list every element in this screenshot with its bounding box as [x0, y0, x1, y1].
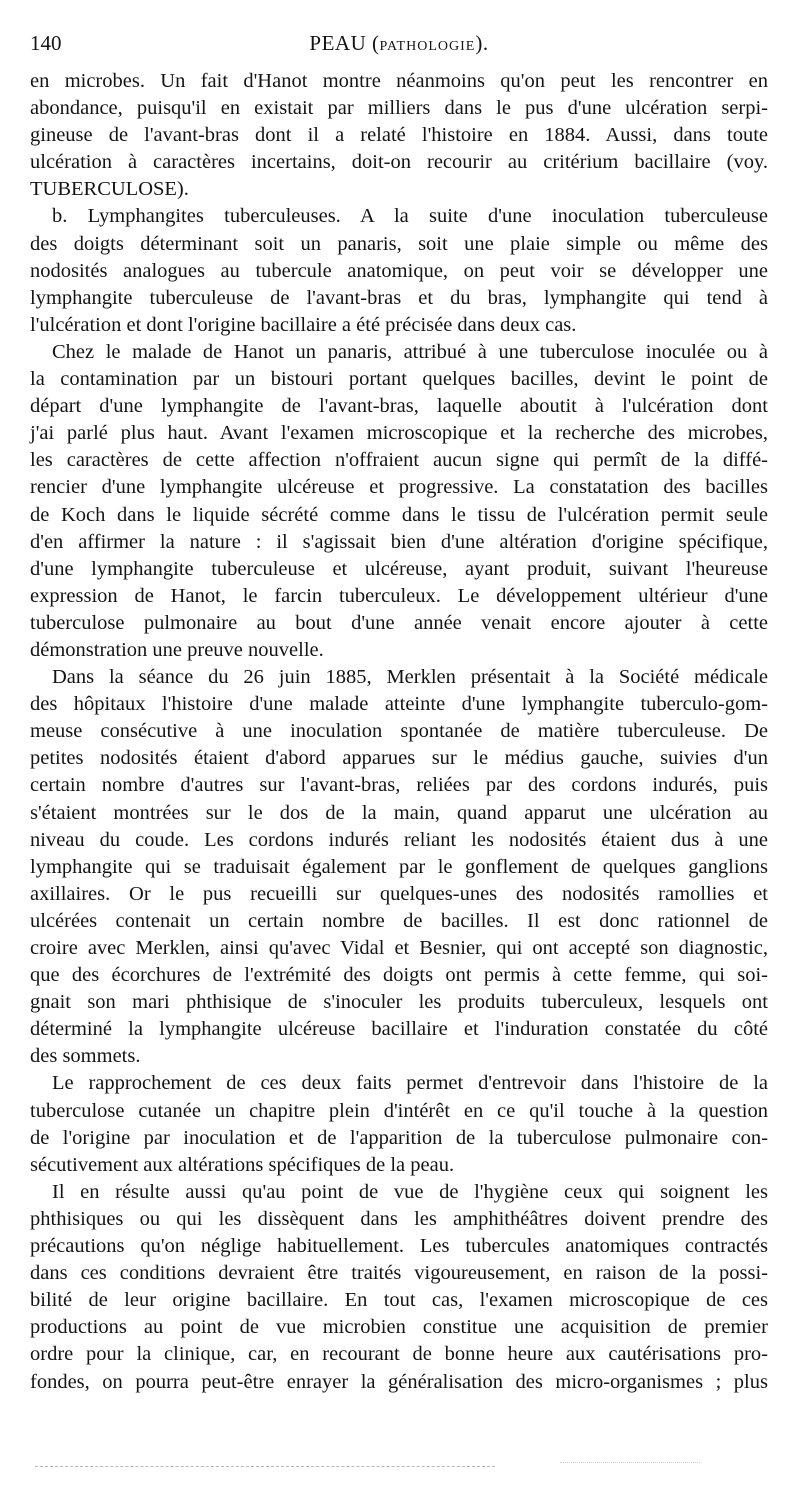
text-line: rencier d'une lymphangite ulcéreuse et progressive. La constatation des bacilles — [30, 476, 768, 499]
body-text — [30, 68, 768, 1396]
text-line: démonstration une preuve nouvelle. — [30, 638, 324, 661]
text-line: Il en résulte aussi qu'au point de vue de l'hygiène ceux qui soignent les — [52, 1180, 768, 1203]
text-line: nodosités analogues au tubercule anatomique, on peut voir se développer une — [30, 259, 768, 282]
text-line: d'en affirmer la nature : il s'agissait bien d'une altération d'origine spécifique, — [30, 530, 768, 553]
text-line: j'ai parlé plus haut. Avant l'examen microscopique et la recherche des microbes, — [30, 422, 768, 445]
page-header — [30, 28, 768, 58]
text-line: l'ulcération et dont l'origine bacillaire a été précisée dans deux cas. — [30, 313, 577, 336]
text-line: que des écorchures de l'extrémité des doigts ont permis à cette femme, qui soi- — [30, 964, 768, 987]
text-line: de Koch dans le liquide sécrété comme dans le tissu de l'ulcération permit seule — [30, 503, 768, 526]
text-line: bilité de leur origine bacillaire. En tout cas, l'examen microscopique de ces — [30, 1289, 768, 1312]
text-line: ulcération à caractères incertains, doit-on recourir au critérium bacillaire (voy. — [30, 151, 768, 174]
text-line: Le rapprochement de ces deux faits permet d'entrevoir dans l'histoire de la — [52, 1072, 768, 1095]
page-number: 140 — [30, 31, 62, 55]
text-line: d'une lymphangite tuberculeuse et ulcéreuse, ayant produit, suivant l'heureuse — [30, 557, 768, 580]
text-line: des doigts déterminant soit un panaris, soit une plaie simple ou même des — [30, 232, 768, 255]
text-line: niveau du coude. Les cordons indurés reliant les nodosités étaient dus à une — [30, 828, 768, 851]
text-line: productions au point de vue microbien constitue une acquisition de premier — [30, 1316, 768, 1339]
text-line: s'étaient montrées sur le dos de la main, quand apparut une ulcération au — [30, 801, 768, 824]
text-line: lymphangite tuberculeuse de l'avant-bras et du bras, lymphangite qui tend à — [30, 286, 768, 309]
text-line: des sommets. — [30, 1045, 141, 1068]
text-line: petites nodosités étaient d'abord apparues sur le médius gauche, suivies d'un — [30, 747, 768, 770]
text-line: abondance, puisqu'il en existait par milliers dans le pus d'une ulcération serpi- — [30, 97, 768, 120]
text-line: certain nombre d'autres sur l'avant-bras, reliées par des cordons indurés, puis — [30, 774, 768, 797]
text-line: les caractères de cette affection n'offraient aucun signe qui permît de la diffé- — [30, 449, 768, 472]
text-line: croire avec Merklen, ainsi qu'avec Vidal et Besnier, qui ont accepté son diagnostic, — [30, 937, 768, 959]
text-line: fondes, on pourra peut-être enrayer la généralisation des micro-organismes ; plus — [30, 1370, 768, 1393]
text-line: TUBERCULOSE). — [30, 178, 189, 201]
text-line: dans ces conditions devraient être traités vigoureusement, en raison de la possi- — [30, 1262, 768, 1285]
text-line: b. Lymphangites tuberculeuses. A la suite d'une inoculation tuberculeuse — [52, 205, 768, 228]
text-line: tuberculose cutanée un chapitre plein d'intérêt en ce qu'il touche à la question — [30, 1099, 768, 1122]
text-line: déterminé la lymphangite ulcéreuse bacillaire et l'induration constatée du côté — [30, 1018, 768, 1041]
running-head-open: ( — [372, 31, 380, 55]
text-line: ordre pour la clinique, car, en recourant de bonne heure aux cautérisations pro- — [30, 1343, 768, 1366]
running-head — [30, 28, 768, 62]
running-head-close: ). — [475, 31, 489, 55]
running-head-title: PEAU — [309, 31, 367, 55]
text-line: meuse consécutive à une inoculation spontanée de matière tuberculeuse. De — [30, 720, 768, 743]
text-line: Dans la séance du 26 juin 1885, Merklen présentait à la Société médicale — [52, 666, 768, 689]
text-line: axillaires. Or le pus recueilli sur quelques-unes des nodosités ramollies et — [30, 882, 768, 905]
footer-dots — [560, 1462, 700, 1469]
text-line: départ d'une lymphangite de l'avant-bras, laquelle aboutit à l'ulcération dont — [30, 395, 768, 418]
running-head-section: PATHOLOGIE — [379, 39, 476, 54]
text-line: tuberculose pulmonaire au bout d'une année venait encore ajouter à cette — [30, 611, 768, 634]
text-line: sécutivement aux altérations spécifiques de la peau. — [30, 1153, 455, 1176]
book-page — [30, 28, 768, 1396]
text-line: phthisiques ou qui les dissèquent dans les amphithéâtres doivent prendre des — [30, 1207, 768, 1230]
text-line: précautions qu'on néglige habituellement. Les tubercules anatomiques contractés — [30, 1235, 768, 1258]
footer-rule — [35, 1466, 495, 1467]
text-line: expression de Hanot, le farcin tuberculeux. Le développement ultérieur d'une — [30, 584, 768, 607]
text-line: de l'origine par inoculation et de l'apparition de la tuberculose pulmonaire con- — [30, 1126, 768, 1149]
text-line: en microbes. Un fait d'Hanot montre néanmoins qu'on peut les rencontrer en — [30, 70, 768, 92]
text-line: lymphangite qui se traduisait également par le gonflement de quelques ganglions — [30, 855, 768, 878]
text-line: ulcérées contenait un certain nombre de bacilles. Il est donc rationnel de — [30, 909, 768, 932]
text-line: des hôpitaux l'histoire d'une malade atteinte d'une lymphangite tuberculo-gom- — [30, 693, 768, 716]
text-line: la contamination par un bistouri portant quelques bacilles, devint le point de — [30, 368, 768, 391]
text-line: gnait son mari phthisique de s'inoculer les produits tuberculeux, lesquels ont — [30, 991, 768, 1014]
text-line: Chez le malade de Hanot un panaris, attribué à une tuberculose inoculée ou à — [52, 340, 768, 363]
text-line: gineuse de l'avant-bras dont il a relaté l'histoire en 1884. Aussi, dans toute — [30, 124, 768, 147]
